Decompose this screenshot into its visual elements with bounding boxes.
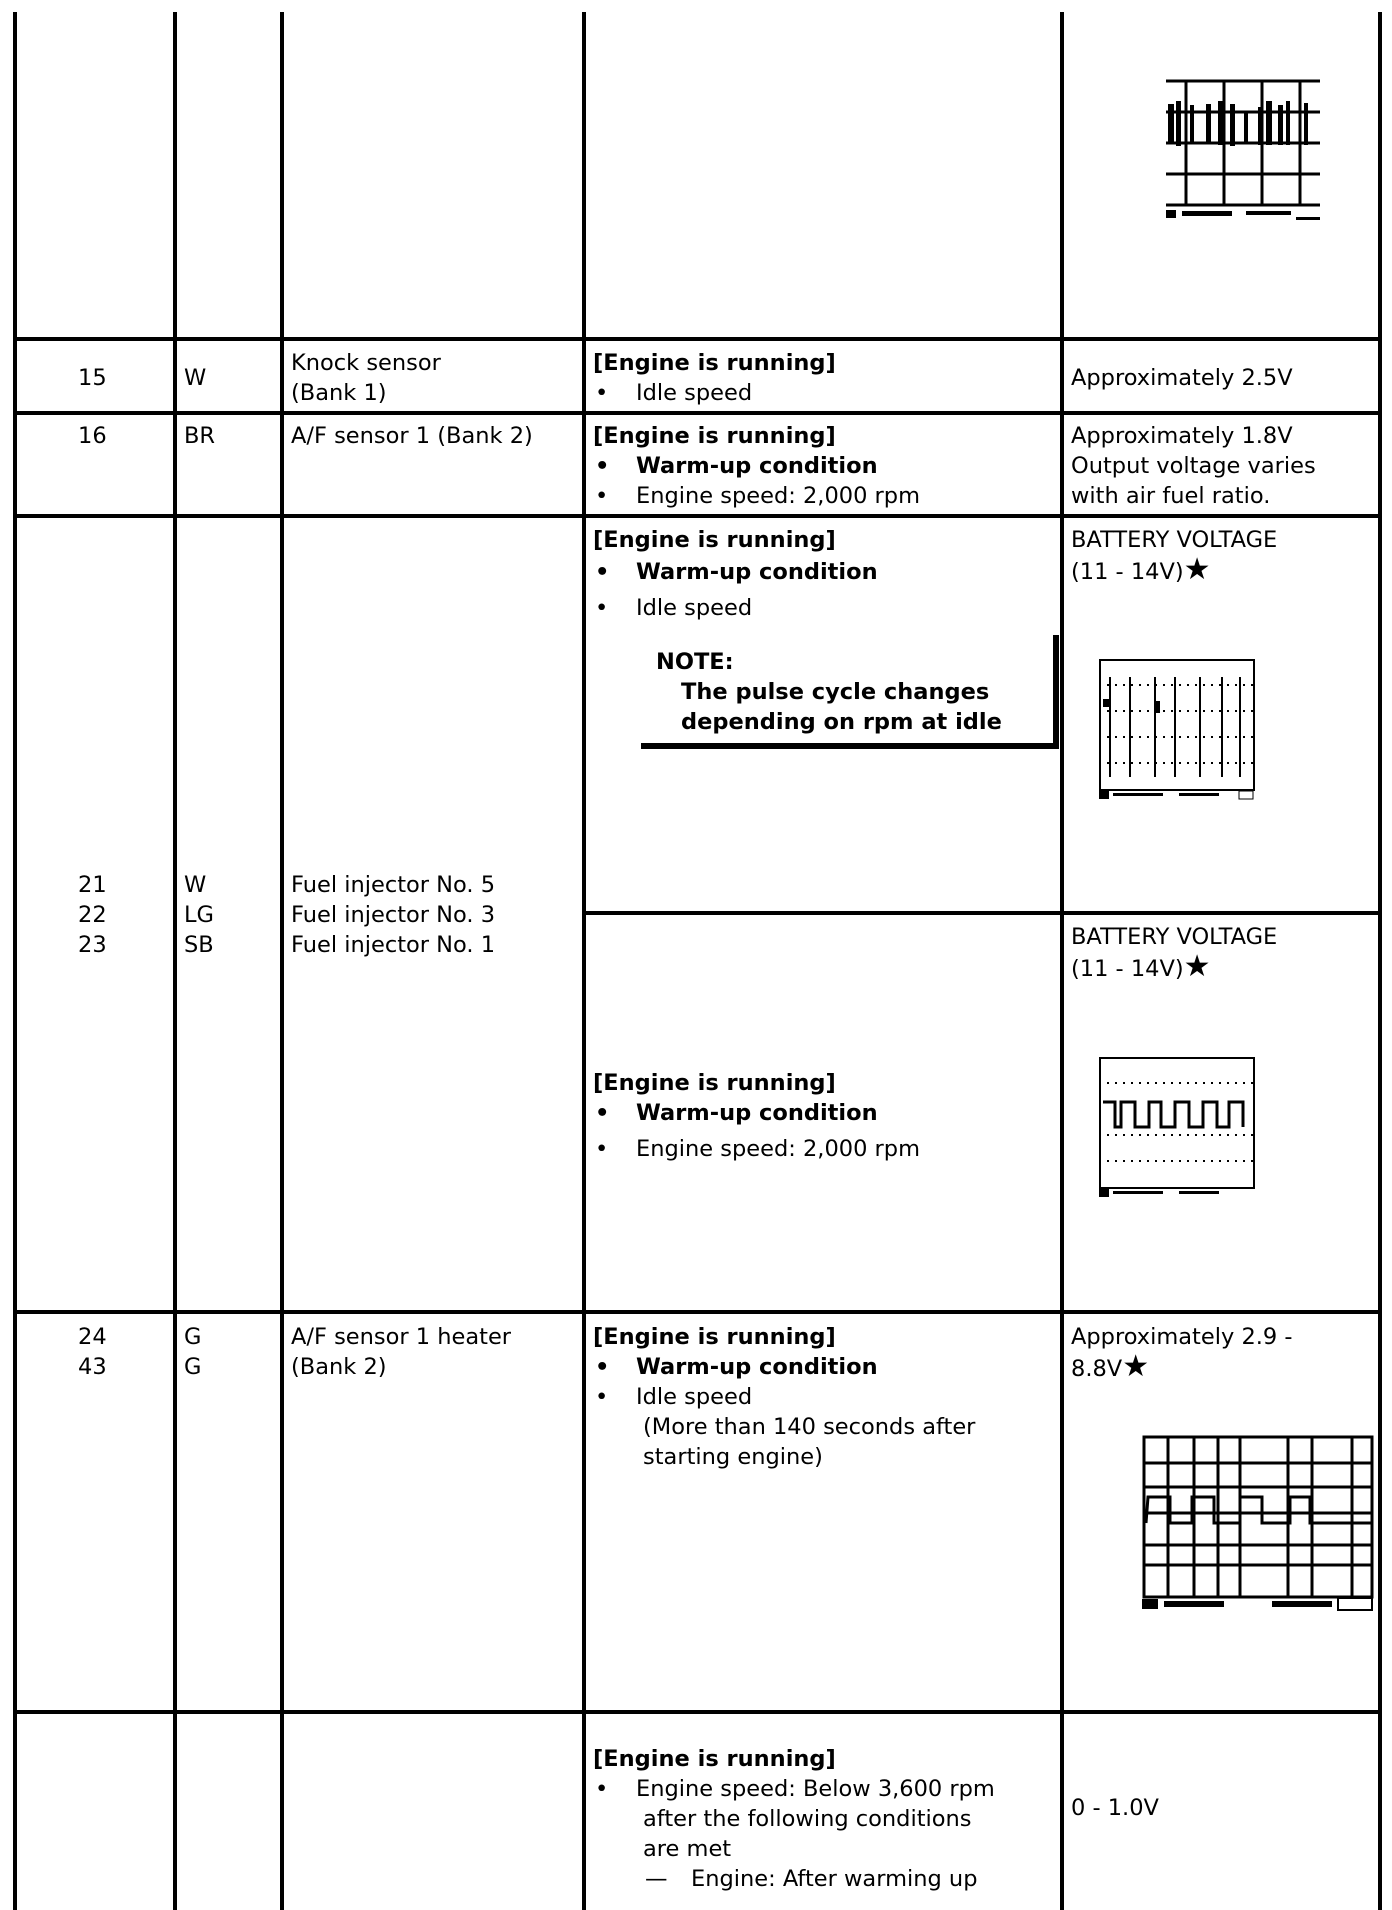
- condition-bullet: • Idle speed: [593, 593, 878, 623]
- item-line: Fuel injector No. 1: [291, 932, 496, 958]
- item-line: (Bank 2): [291, 1354, 387, 1380]
- condition-subtext: are met: [643, 1836, 732, 1862]
- condition-heading: [Engine is running]: [593, 350, 836, 376]
- row-divider: [13, 411, 1382, 415]
- data-value: [1071, 421, 1316, 511]
- data-value: [1071, 1322, 1293, 1384]
- item-description: [291, 870, 495, 960]
- row-divider: [582, 911, 1382, 915]
- condition-bullet: • Engine speed: 2,000 rpm: [593, 481, 920, 511]
- row-divider: [13, 1710, 1382, 1714]
- terminal-number: 22: [78, 902, 107, 928]
- condition-heading: [Engine is running]: [593, 423, 836, 449]
- star-icon: ★: [1183, 949, 1211, 984]
- condition-subtext: (More than 140 seconds after: [643, 1414, 976, 1440]
- condition-heading: [Engine is running]: [593, 527, 836, 553]
- oscilloscope-waveform: [1166, 79, 1322, 221]
- condition-bullet: • Warm-up condition: [593, 451, 920, 481]
- column-divider: [13, 12, 17, 1910]
- value-line: (11 - 14V): [1071, 956, 1184, 982]
- value-line: 8.8V: [1071, 1356, 1123, 1382]
- condition: [593, 525, 878, 623]
- terminal-number: 21: [78, 872, 107, 898]
- column-divider: [582, 12, 586, 1910]
- wire-color: SB: [184, 932, 214, 958]
- row-divider: [13, 337, 1382, 341]
- condition-bullet: • Warm-up condition: [593, 1098, 920, 1128]
- condition-bullet: • Idle speed: [593, 1382, 975, 1412]
- data-value: [1071, 525, 1277, 587]
- item-description: [291, 348, 441, 408]
- terminal-number: 24: [78, 1324, 107, 1350]
- value-line: BATTERY VOLTAGE: [1071, 527, 1278, 553]
- oscilloscope-waveform: [1099, 659, 1256, 801]
- oscilloscope-waveform: [1099, 1057, 1256, 1199]
- value-line: BATTERY VOLTAGE: [1071, 924, 1278, 950]
- item-line: Knock sensor: [291, 350, 441, 376]
- data-value: [1071, 922, 1277, 984]
- item-description: A/F sensor 1 (Bank 2): [291, 423, 533, 449]
- condition: [593, 1068, 920, 1164]
- note-line: depending on rpm at idle: [681, 709, 1002, 735]
- data-value: Approximately 2.5V: [1071, 365, 1293, 391]
- condition-bullet: • Engine speed: Below 3,600 rpm: [593, 1774, 995, 1804]
- column-divider: [1060, 12, 1064, 1910]
- terminal-numbers: [78, 1322, 107, 1382]
- condition-heading: [Engine is running]: [593, 1070, 836, 1096]
- item-line: (Bank 1): [291, 380, 387, 406]
- row-divider: [13, 514, 1382, 518]
- note-title: NOTE:: [656, 649, 734, 675]
- item-line: A/F sensor 1 heater: [291, 1324, 512, 1350]
- condition-subtext: starting engine): [643, 1444, 823, 1470]
- terminal-number: 16: [78, 423, 107, 449]
- condition: [593, 348, 836, 408]
- value-line: Approximately 1.8V: [1071, 423, 1293, 449]
- wire-color: G: [184, 1324, 202, 1350]
- column-divider: [1378, 12, 1382, 1910]
- condition-bullet: • Warm-up condition: [593, 1352, 975, 1382]
- value-line: (11 - 14V): [1071, 559, 1184, 585]
- wire-color: W: [184, 365, 207, 391]
- terminal-number: 23: [78, 932, 107, 958]
- condition-subtext: after the following conditions: [643, 1806, 972, 1832]
- terminal-number: 15: [78, 365, 107, 391]
- terminal-number: 43: [78, 1354, 107, 1380]
- data-value: 0 - 1.0V: [1071, 1795, 1159, 1821]
- wire-colors: [184, 1322, 201, 1382]
- wire-color: BR: [184, 423, 216, 449]
- wire-color: W: [184, 872, 207, 898]
- condition-bullet: • Idle speed: [593, 378, 836, 408]
- star-icon: ★: [1183, 552, 1211, 587]
- condition-heading: [Engine is running]: [593, 1324, 836, 1350]
- star-icon: ★: [1122, 1349, 1150, 1384]
- note-line: The pulse cycle changes: [681, 679, 990, 705]
- condition-subitem: — Engine: After warming up: [593, 1864, 995, 1894]
- condition: [593, 421, 920, 511]
- value-line: Output voltage varies: [1071, 453, 1316, 479]
- item-line: Fuel injector No. 3: [291, 902, 496, 928]
- condition-bullet: • Warm-up condition: [593, 557, 878, 587]
- row-divider: [13, 1310, 1382, 1314]
- condition-heading: [Engine is running]: [593, 1746, 836, 1772]
- value-line: with air fuel ratio.: [1071, 483, 1271, 509]
- item-line: Fuel injector No. 5: [291, 872, 496, 898]
- item-description: [291, 1322, 511, 1382]
- condition-bullet: • Engine speed: 2,000 rpm: [593, 1134, 920, 1164]
- oscilloscope-waveform: [1142, 1435, 1376, 1611]
- condition: [593, 1322, 975, 1472]
- value-line: Approximately 2.9 -: [1071, 1324, 1293, 1350]
- condition: [593, 1744, 995, 1894]
- wire-color: G: [184, 1354, 202, 1380]
- wire-colors: [184, 870, 214, 960]
- column-divider: [280, 12, 284, 1910]
- column-divider: [173, 12, 177, 1910]
- terminal-numbers: [78, 870, 107, 960]
- wire-color: LG: [184, 902, 214, 928]
- note-box: [641, 635, 1059, 749]
